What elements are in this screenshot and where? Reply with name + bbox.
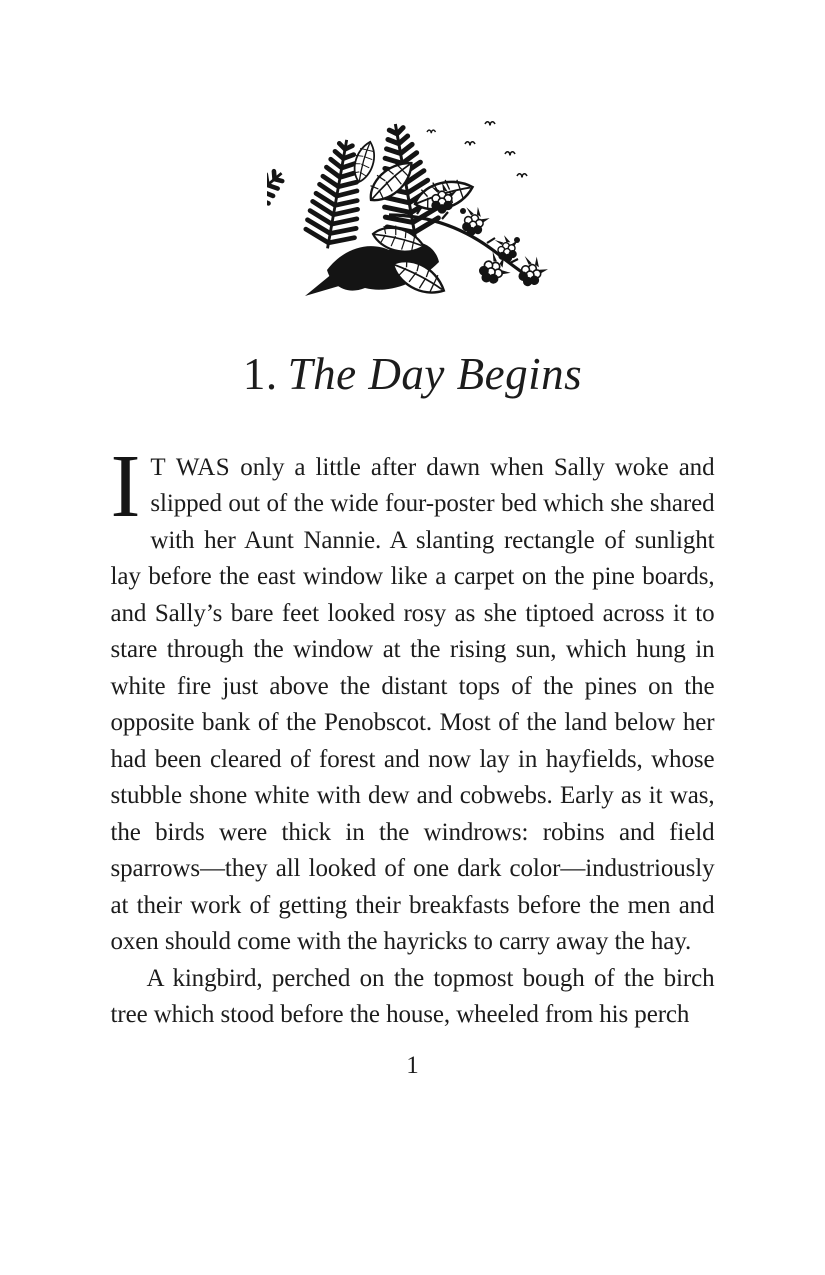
paragraph-first-text: only a little after dawn when Sally woke and slipped out of the wide four-poster bed which she shared with her Aunt Nannie. A slanting rectangle of sunlight lay before the east window like a carpet on the pine boards, and Sally’s bare feet looked rosy as she tiptoed across it to stare through the window at the rising sun, which hung in white fire just above the distant tops of the pines on the opposite bank of the Penobscot. Most of the land below her had been cleared of forest and now lay in hayfields, whose stubble shone white with dew and cobwebs. Early as it was, the birds were thick in the windrows: robins and field sparrows—they all looked of one dark color—industriously at their work of getting their breakfasts before the men and oxen should come with the hayricks to carry away the hay. (110, 453, 715, 955)
chapter-number: 1. (242, 349, 278, 399)
paragraph-second: A kingbird, perched on the topmost bough of the birch tree which stood before the house, wheeled from his perch (110, 964, 715, 1028)
fern-and-raspberry-engraving-icon (267, 112, 559, 308)
chapter-heading (0, 350, 825, 400)
chapter-illustration (267, 112, 559, 308)
drop-cap: I (110, 436, 141, 536)
page-number: 1 (406, 1051, 419, 1079)
chapter-title: The Day Begins (287, 349, 583, 399)
body-text (110, 436, 715, 1034)
lead-in-caps: T WAS (150, 453, 231, 481)
paragraph-first (110, 436, 715, 961)
